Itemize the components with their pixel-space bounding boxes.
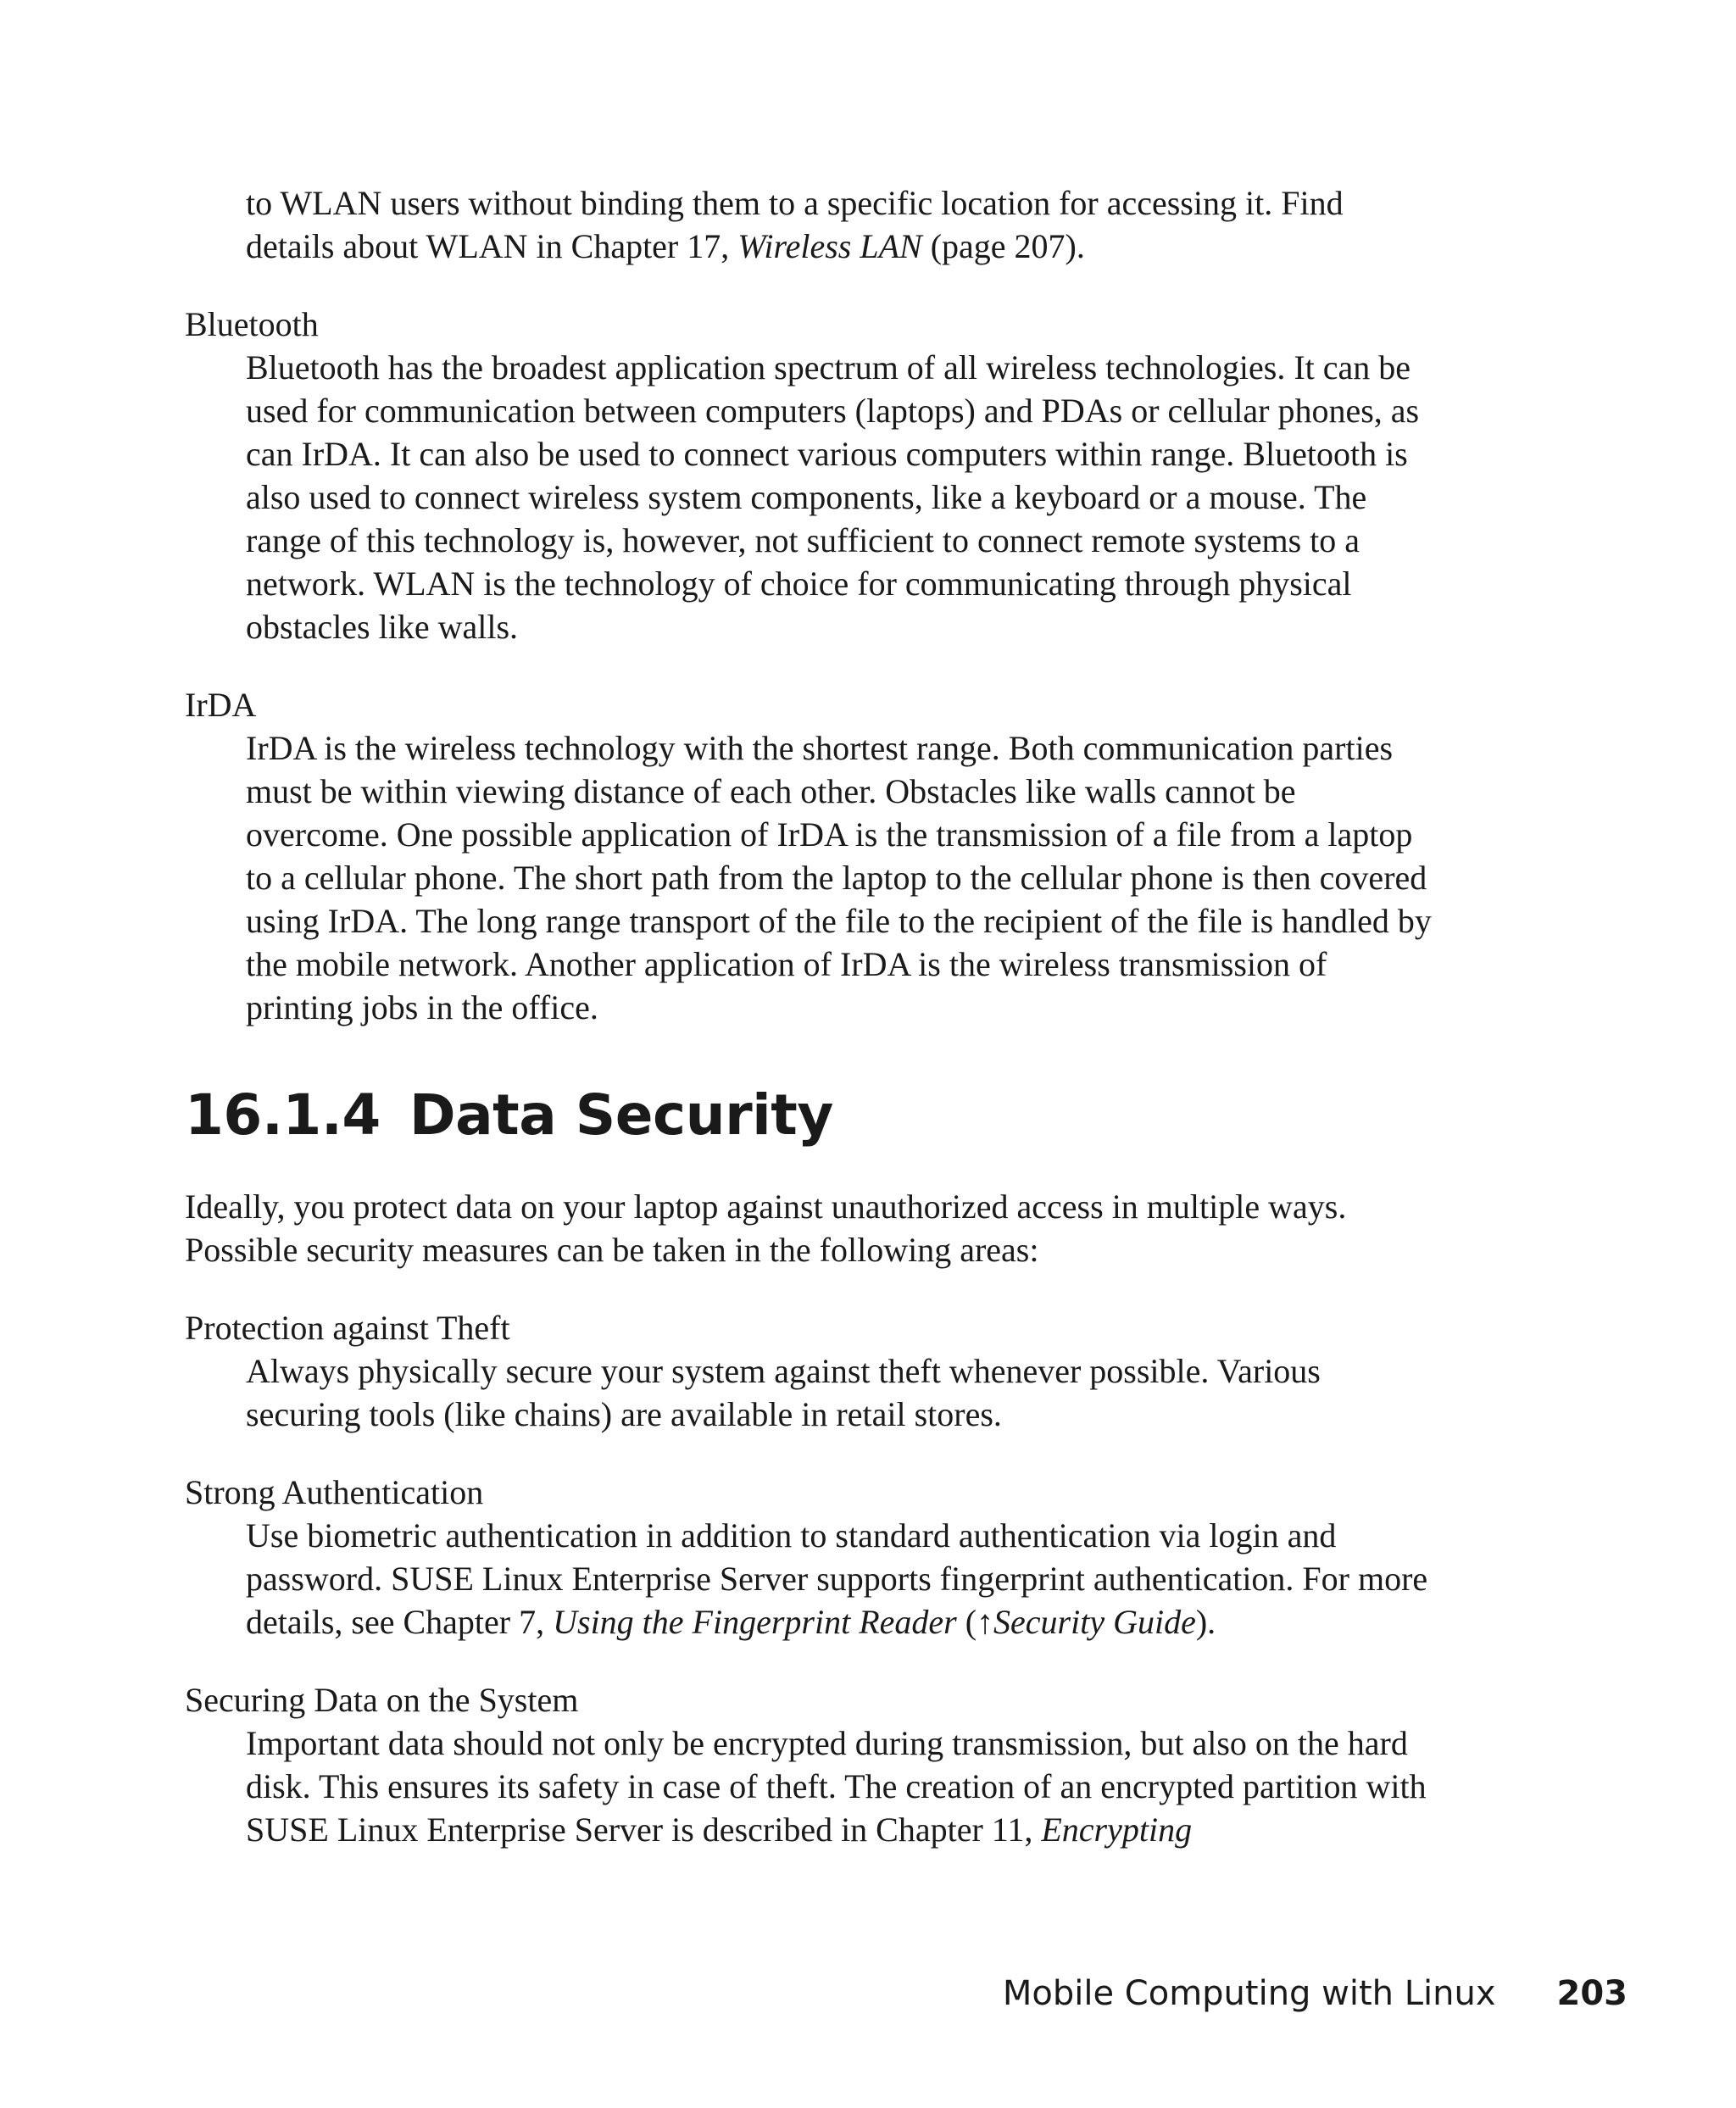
wlan-text-post: (page 207). <box>921 227 1085 265</box>
bluetooth-description: Bluetooth has the broadest application spectrum of all wireless technologies. It can be used for communication between computers (laptops) and PDAs or cellular phones, as can IrDA. It can also be used to connect various computers within range. Bluetooth is also used to connect wireless system components, like a keyboard or a mouse. The range of this technology is, however, not sufficient to connect remote systems to a network. WLAN is the technology of choice for communicating through physical obstacles like walls. <box>246 348 1420 646</box>
page-content <box>185 181 1439 1851</box>
irda-entry <box>185 683 1439 1029</box>
section-number: 16.1.4 <box>185 1082 381 1148</box>
security-guide-link[interactable]: Security Guide <box>993 1603 1196 1641</box>
page-footer <box>1003 1972 1628 2016</box>
theft-description: Always physically secure your system against theft whenever possible. Various securing tools (like chains) are available in retail stores. <box>246 1352 1321 1433</box>
securing-description <box>246 1721 1439 1851</box>
auth-entry <box>185 1471 1439 1644</box>
theft-term: Protection against Theft <box>185 1309 510 1347</box>
auth-text-post: ). <box>1195 1603 1216 1641</box>
securing-text-pre: Important data should not only be encrypted during transmission, but also on the hard disk. This ensures its safety in case of theft. The creation of an encrypted partition with SUSE Linux Enterprise Server is described in Chapter 11, <box>246 1724 1427 1849</box>
securing-term: Securing Data on the System <box>185 1681 579 1719</box>
auth-term: Strong Authentication <box>185 1473 484 1511</box>
auth-text-mid: (↑ <box>956 1603 994 1641</box>
section-title: Data Security <box>409 1082 833 1148</box>
auth-text-pre: Use biometric authentication in addition to standard authentication via login and password. SUSE Linux Enterprise Server supports fingerprint authentication. For more details, see Chapter 7, <box>246 1516 1428 1641</box>
theft-entry <box>185 1306 1439 1436</box>
bluetooth-term: Bluetooth <box>185 305 319 343</box>
auth-description <box>246 1514 1439 1644</box>
irda-term: IrDA <box>185 686 257 724</box>
encrypting-link[interactable]: Encrypting <box>1041 1810 1193 1849</box>
wlan-text-pre: details about WLAN in Chapter 17, <box>246 227 738 265</box>
irda-description: IrDA is the wireless technology with the shortest range. Both communication parties must be within viewing distance of each other. Obstacles like walls cannot be overcome. One possible application of IrDA is the transmission of a file from a laptop to a cellular phone. The short path from the laptop to the cellular phone is then covered using IrDA. The long range transport of the file to the recipient of the file is handled by the mobile network. Another application of IrDA is the wireless transmission of printing jobs in the office. <box>246 729 1432 1026</box>
wireless-lan-link[interactable]: Wireless LAN <box>737 227 922 265</box>
wlan-continuation <box>246 181 1439 268</box>
wlan-continuation-line2 <box>246 225 1439 268</box>
bluetooth-entry <box>185 303 1439 648</box>
footer-chapter-title: Mobile Computing with Linux <box>1002 1974 1496 2013</box>
wlan-continuation-line1: to WLAN users without binding them to a specific location for accessing it. Find <box>246 184 1344 222</box>
footer-page-number: 203 <box>1556 1974 1628 2013</box>
fingerprint-reader-link[interactable]: Using the Fingerprint Reader <box>553 1603 957 1641</box>
section-heading <box>185 1082 1439 1149</box>
section-intro: Ideally, you protect data on your laptop against unauthorized access in multiple ways. Possible security measures can be taken in the following areas: <box>185 1187 1347 1269</box>
securing-entry <box>185 1678 1439 1851</box>
